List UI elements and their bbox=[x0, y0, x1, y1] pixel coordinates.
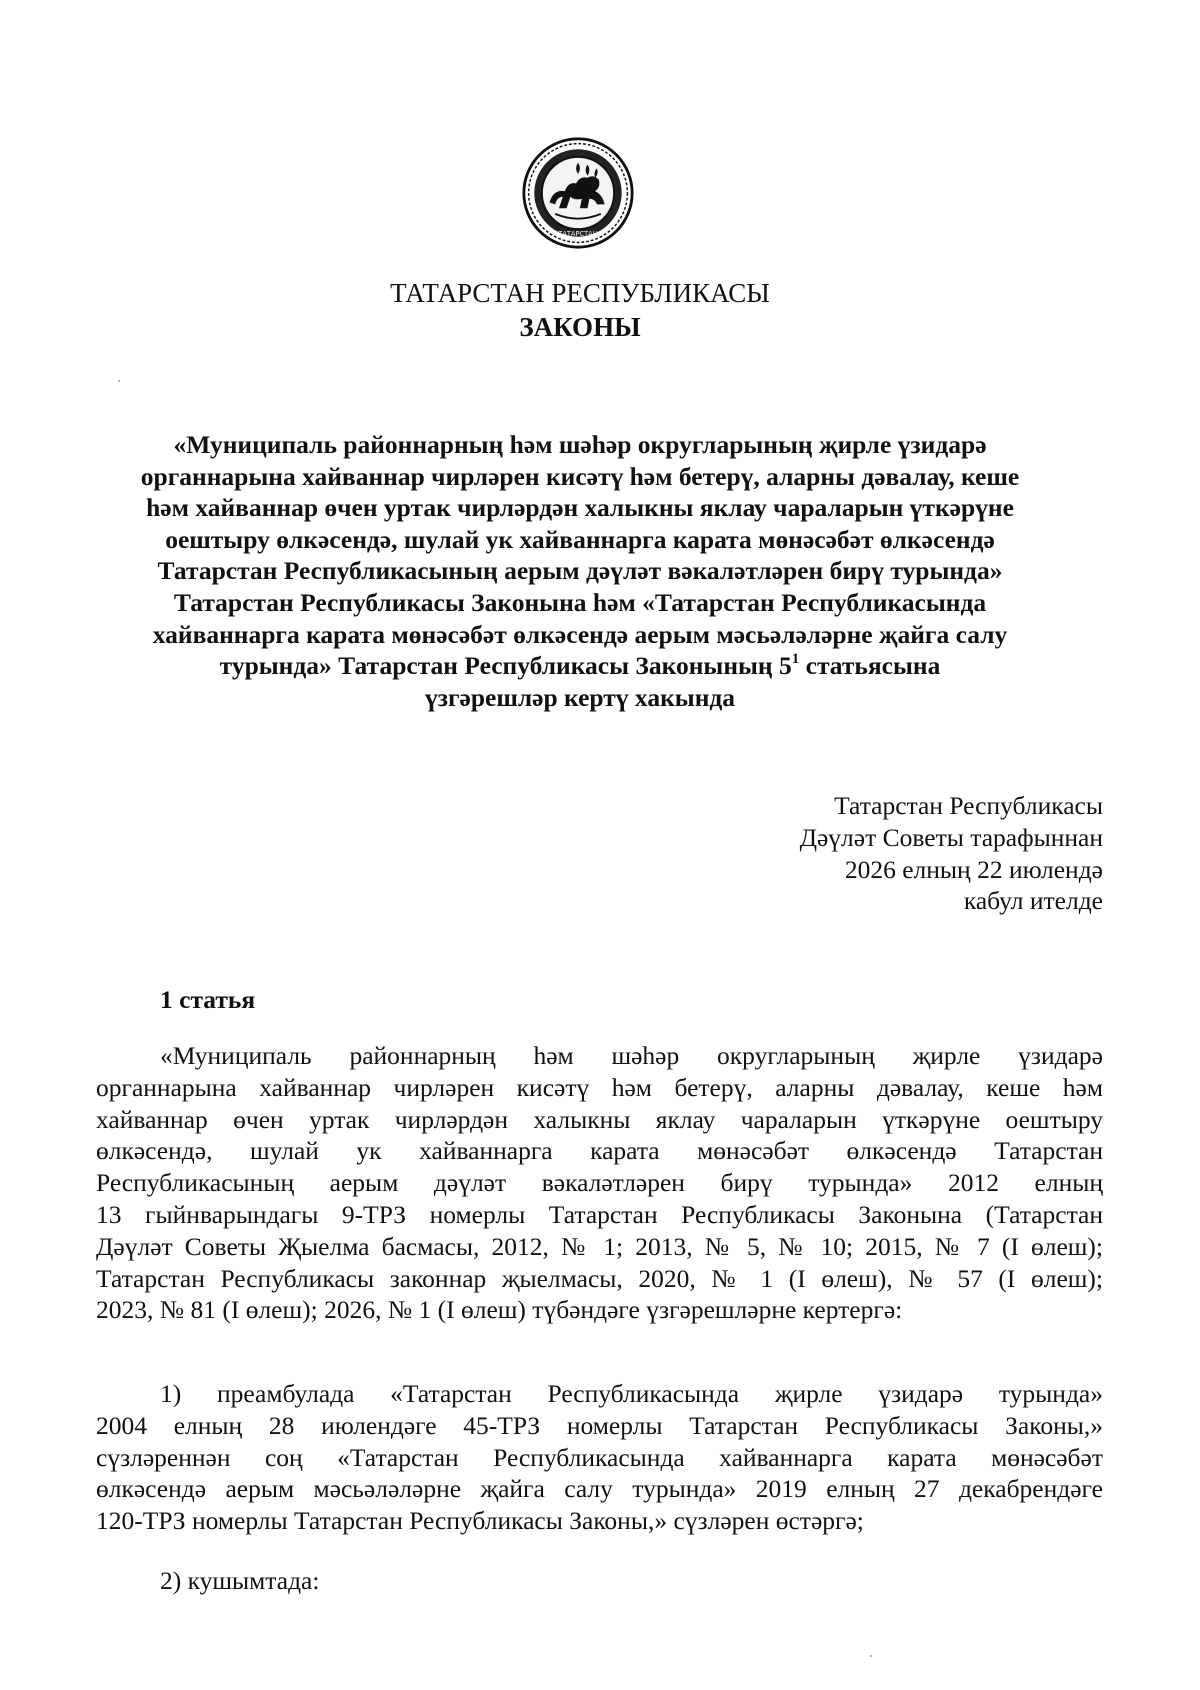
title-line: оештыру өлкәсендә, шулай ук хайваннарга карата мөнәсәбәт өлкәсендә bbox=[165, 524, 995, 554]
article-paragraph bbox=[96, 1040, 1103, 1326]
adoption-line: 2026 елның 22 июлендә bbox=[844, 854, 1103, 884]
paragraph-line: «Муниципаль районнарның һәм шәһәр округларының җирле үзидарә bbox=[160, 1041, 1103, 1070]
paragraph-line: 120-ТРЗ номерлы Татарстан Республикасы Законы,» сүзләрен өстәргә; bbox=[96, 1506, 864, 1536]
adoption-line: Дәүләт Советы тарафыннан bbox=[799, 822, 1103, 852]
paragraph-line: 2) кушымтада: bbox=[160, 1566, 320, 1595]
title-line: Татарстан Республикасының аерым дәүләт вәкаләтләрен бирү турында» bbox=[157, 556, 1003, 586]
adoption-line: Татарстан Республикасы bbox=[834, 791, 1103, 820]
coat-of-arms-icon bbox=[521, 136, 635, 250]
title-line: үзгәрешләр кертү хакында bbox=[424, 682, 736, 712]
document-header bbox=[0, 276, 1160, 344]
adoption-line: кабул ителде bbox=[963, 886, 1103, 916]
scan-speck bbox=[870, 1655, 872, 1657]
svg-text:ТАТАРСТАН: ТАТАРСТАН bbox=[558, 229, 598, 238]
title-line: Татарстан Республикасы Законына һәм «Татарстан Республикасында bbox=[173, 587, 987, 617]
title-line-text: турында» Татарстан Республикасы Законының 5 bbox=[219, 651, 792, 681]
paragraph-line: 2004 елның 28 июлендәге 45-ТРЗ номерлы Татарстан Республикасы Законы,» bbox=[96, 1410, 1103, 1440]
law-title bbox=[118, 429, 1042, 713]
adoption-note bbox=[800, 790, 1103, 917]
title-line-text: статьясына bbox=[799, 651, 941, 681]
title-line: һәм хайваннар өчен уртак чирләрдән халыкны яклау чараларын үткәрүне bbox=[146, 493, 1014, 523]
paragraph-line: сүзләреннән соң «Татарстан Республикасында хайваннарга карата мөнәсәбәт bbox=[96, 1442, 1103, 1472]
scan-speck bbox=[118, 380, 120, 382]
paragraph-line: Дәүләт Советы Җыелма басмасы, 2012, № 1; 2013, № 5, № 10; 2015, № 7 (I өлеш); bbox=[96, 1231, 1103, 1261]
paragraph-line: өлкәсендә, шулай ук хайваннарга карата мөнәсәбәт өлкәсендә Татарстан bbox=[96, 1136, 1103, 1166]
paragraph-line: өлкәсендә аерым мәсьәләләрне җайга салу турында» 2019 елның 27 декабрендәге bbox=[96, 1474, 1103, 1504]
paragraph-line: хайваннар өчен уртак чирләрдән халыкны яклау чараларын үткәрүне оештыру bbox=[96, 1104, 1103, 1134]
list-item-paragraph bbox=[96, 1565, 1103, 1597]
republic-name: ТАТАРСТАН РЕСПУБЛИКАСЫ bbox=[390, 278, 770, 308]
paragraph-line: Республикасының аерым дәүләт вәкаләтләрен бирү турында» 2012 елның bbox=[96, 1168, 1103, 1198]
document-type: ЗАКОНЫ bbox=[519, 312, 641, 342]
paragraph-line: органнарына хайваннар чирләрен кисәтү һәм бетерү, аларны дәвалау, кеше һәм bbox=[96, 1072, 1103, 1102]
title-line: хайваннарга карата мөнәсәбәт өлкәсендә аерым мәсьәләләрне җайга салу bbox=[152, 619, 1008, 649]
paragraph-line: 1) преамбулада «Татарстан Республикасында җирле үзидарә турында» bbox=[160, 1379, 1103, 1408]
title-line: органнарына хайваннар чирләрен кисәтү һәм бетерү, аларны дәвалау, кеше bbox=[140, 461, 1020, 491]
paragraph-line: 2023, № 81 (I өлеш); 2026, № 1 (I өлеш) түбәндәге үзгәрешләрне кертергә: bbox=[96, 1295, 903, 1325]
list-item-paragraph bbox=[96, 1378, 1103, 1537]
title-line bbox=[118, 650, 1042, 682]
title-line: «Муниципаль районнарның һәм шәһәр округларының җирле үзидарә bbox=[173, 430, 987, 459]
article-superscript: 1 bbox=[791, 650, 800, 667]
paragraph-line: 13 гыйнварындагы 9-ТРЗ номерлы Татарстан Республикасы Законына (Татарстан bbox=[96, 1199, 1103, 1229]
article-heading: 1 статья bbox=[160, 985, 256, 1014]
paragraph-line: Татарстан Республикасы законнар җыелмасы, 2020, № 1 (I өлеш), № 57 (I өлеш); bbox=[96, 1263, 1103, 1293]
